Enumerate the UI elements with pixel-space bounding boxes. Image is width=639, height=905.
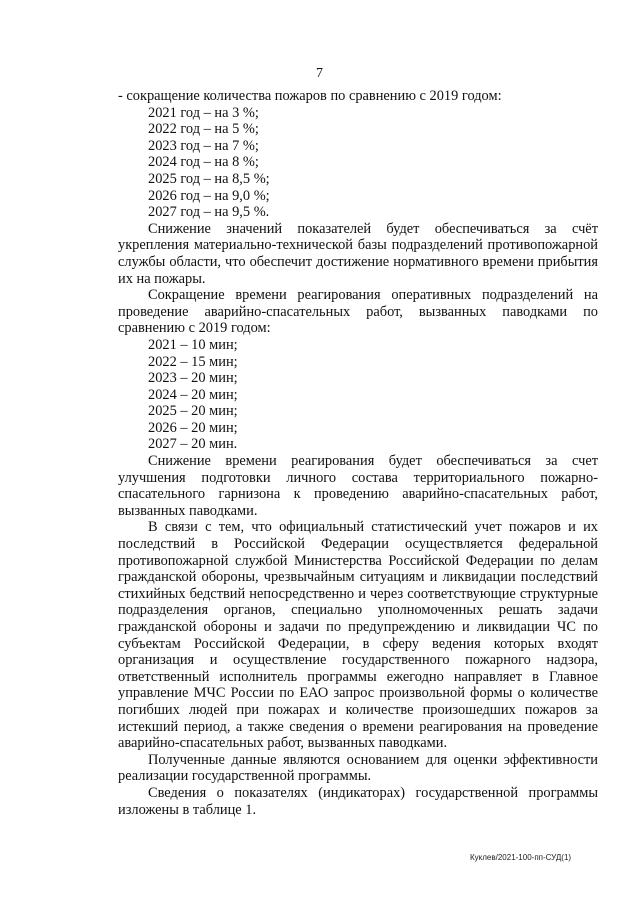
fire-reduction-intro: - сокращение количества пожаров по сравнению с 2019 годом: xyxy=(118,88,502,104)
list-item: 2027 год – на 9,5 %. xyxy=(148,204,270,221)
document-footer-code: Куклев/2021-100-пп-СУД(1) xyxy=(470,853,572,862)
page-number: 7 xyxy=(316,66,323,81)
response-time-explanation: Снижение времени реагирования будет обеспечиваться за счет улучшения подготовки личного состава территориального пожарно-спасательного гарнизона к проведению аварийно-спасательных работ, вызванных паводками. xyxy=(118,453,598,519)
list-item: 2023 год – на 7 %; xyxy=(148,137,259,154)
list-item: 2024 – 20 мин; xyxy=(148,386,238,403)
list-item: 2022 – 15 мин; xyxy=(148,353,238,370)
statistics-paragraph: В связи с тем, что официальный статистический учет пожаров и их последствий в Российской Федерации осуществляется федеральной противопожарной службой Министерства Российской Федерации по делам гражданской обороны, чрезвычайным ситуациям и ликвидации последствий стихийных бедствий непосредственно и через соответствующие структурные подразделения органов, специально уполномоченных решать задачи гражданской обороны и задачи по предупреждению и ликвидации ЧС по субъектам Российской Федерации, в сферу ведения которых входят организация и осуществление государственного пожарного надзора, ответственный исполнитель программы ежегодно направляет в Главное управление МЧС России по ЕАО запрос произвольной формы о количестве погибших людей при пожарах и количестве произошедших пожаров за истекший период, а также сведения о времени реагирования на проведение аварийно-спасательных работ, вызванных паводками. xyxy=(118,519,598,752)
list-item: 2025 год – на 8,5 %; xyxy=(148,170,270,187)
fire-reduction-explanation: Снижение значений показателей будет обеспечиваться за счёт укрепления материально-технической базы подразделений противопожарной службы области, что обеспечит достижение нормативного времени прибытия их на пожары. xyxy=(118,220,598,287)
evaluation-paragraph: Полученные данные являются основанием для оценки эффективности реализации государственной программы. xyxy=(118,751,598,785)
page-body xyxy=(118,88,598,818)
indicators-paragraph: Сведения о показателях (индикаторах) государственной программы изложены в таблице 1. xyxy=(118,784,598,818)
list-item: 2021 год – на 3 %; xyxy=(148,104,259,121)
list-item: 2025 – 20 мин; xyxy=(148,403,238,420)
list-item: 2024 год – на 8 %; xyxy=(148,154,259,171)
list-item: 2022 год – на 5 %; xyxy=(148,121,259,138)
list-item: 2026 год – на 9,0 %; xyxy=(148,187,270,204)
list-item: 2026 – 20 мин; xyxy=(148,419,238,436)
list-item: 2021 – 10 мин; xyxy=(148,336,238,353)
list-item: 2027 – 20 мин. xyxy=(148,436,238,453)
list-item: 2023 – 20 мин; xyxy=(148,370,238,387)
response-time-intro: Сокращение времени реагирования оперативных подразделений на проведение аварийно-спасательных работ, вызванных паводками по сравнению с 2019 годом: xyxy=(118,287,598,337)
